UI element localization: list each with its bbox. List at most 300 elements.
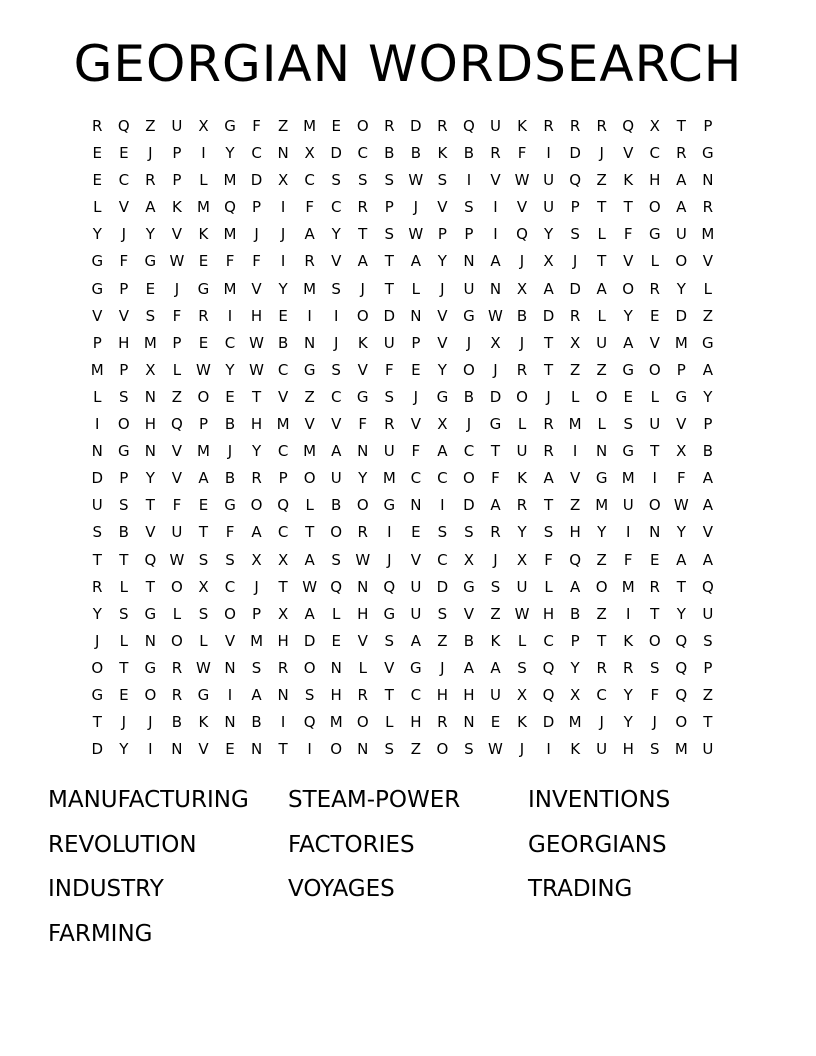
grid-letter[interactable]: A xyxy=(410,252,421,271)
grid-letter[interactable]: P xyxy=(384,198,394,217)
grid-letter[interactable]: P xyxy=(411,333,421,352)
grid-letter[interactable]: L xyxy=(703,279,713,298)
grid-letter[interactable]: L xyxy=(570,387,580,406)
grid-letter[interactable]: Z xyxy=(277,117,289,135)
grid-letter[interactable]: D xyxy=(436,577,449,596)
grid-letter[interactable]: F xyxy=(491,469,500,488)
grid-letter[interactable]: V xyxy=(569,469,581,488)
grid-letter[interactable]: T xyxy=(119,658,129,677)
grid-letter[interactable]: B xyxy=(463,387,475,406)
grid-letter[interactable]: G xyxy=(383,496,396,515)
grid-letter[interactable]: P xyxy=(570,198,580,217)
grid-letter[interactable]: Q xyxy=(542,685,555,704)
grid-letter[interactable]: I xyxy=(625,604,631,623)
grid-letter[interactable]: F xyxy=(225,252,235,271)
grid-letter[interactable]: Q xyxy=(117,117,130,135)
grid-letter[interactable]: N xyxy=(357,442,369,461)
grid-letter[interactable]: N xyxy=(171,740,183,759)
grid-letter[interactable]: O xyxy=(463,360,475,379)
grid-letter[interactable]: F xyxy=(305,198,314,217)
grid-letter[interactable]: U xyxy=(675,225,687,244)
grid-letter[interactable]: A xyxy=(304,225,315,244)
grid-letter[interactable]: H xyxy=(250,306,263,325)
grid-letter[interactable]: O xyxy=(303,469,316,488)
grid-letter[interactable]: V xyxy=(623,144,634,163)
grid-letter[interactable]: C xyxy=(596,685,607,704)
grid-letter[interactable]: A xyxy=(569,577,581,596)
grid-letter[interactable]: L xyxy=(650,387,659,406)
grid-letter[interactable]: R xyxy=(277,658,289,677)
grid-letter[interactable]: V xyxy=(702,252,713,271)
grid-letter[interactable]: W xyxy=(408,171,424,190)
grid-letter[interactable]: P xyxy=(119,279,129,298)
grid-letter[interactable]: O xyxy=(144,685,157,704)
grid-letter[interactable]: A xyxy=(702,496,713,515)
grid-letter[interactable]: O xyxy=(330,740,343,759)
grid-letter[interactable]: W xyxy=(196,360,211,379)
grid-letter[interactable]: J xyxy=(333,333,339,352)
grid-letter[interactable]: H xyxy=(144,415,156,434)
grid-letter[interactable]: W xyxy=(488,306,503,325)
grid-letter[interactable]: V xyxy=(145,523,156,542)
grid-letter[interactable]: W xyxy=(514,604,530,623)
grid-letter[interactable]: R xyxy=(198,306,209,325)
grid-letter[interactable]: B xyxy=(224,469,236,488)
grid-letter[interactable]: A xyxy=(490,252,501,271)
grid-letter[interactable]: R xyxy=(702,198,714,217)
grid-letter[interactable]: M xyxy=(223,279,237,298)
grid-letter[interactable]: N xyxy=(304,333,316,352)
grid-letter[interactable]: I xyxy=(493,198,498,217)
grid-letter[interactable]: L xyxy=(172,604,182,623)
grid-letter[interactable]: O xyxy=(675,252,688,271)
grid-letter[interactable]: V xyxy=(304,415,315,434)
grid-letter[interactable]: S xyxy=(384,631,395,650)
grid-letter[interactable]: O xyxy=(436,740,449,759)
grid-letter[interactable]: I xyxy=(466,171,472,190)
grid-letter[interactable]: T xyxy=(251,387,262,406)
grid-letter[interactable]: E xyxy=(331,117,341,135)
grid-letter[interactable]: R xyxy=(384,117,395,135)
grid-letter[interactable]: S xyxy=(357,171,368,190)
grid-letter[interactable]: K xyxy=(570,740,581,759)
grid-letter[interactable]: H xyxy=(463,685,475,704)
grid-letter[interactable]: V xyxy=(437,333,448,352)
grid-letter[interactable]: C xyxy=(118,171,130,190)
grid-letter[interactable]: Y xyxy=(145,469,155,488)
grid-letter[interactable]: Y xyxy=(225,360,235,379)
grid-letter[interactable]: J xyxy=(254,225,259,244)
grid-letter[interactable]: S xyxy=(517,658,527,677)
grid-letter[interactable]: U xyxy=(410,577,422,596)
grid-letter[interactable]: C xyxy=(277,523,289,542)
grid-letter[interactable]: G xyxy=(622,360,635,379)
grid-letter[interactable]: S xyxy=(623,415,633,434)
grid-letter[interactable]: S xyxy=(649,740,660,759)
grid-letter[interactable]: U xyxy=(171,523,183,542)
grid-letter[interactable]: D xyxy=(542,306,555,325)
grid-letter[interactable]: E xyxy=(92,144,103,163)
grid-letter[interactable]: T xyxy=(278,740,288,759)
grid-letter[interactable]: R xyxy=(543,117,554,135)
grid-letter[interactable]: R xyxy=(357,685,368,704)
grid-letter[interactable]: V xyxy=(410,415,421,434)
grid-letter[interactable]: Q xyxy=(330,577,343,596)
grid-letter[interactable]: O xyxy=(250,496,263,515)
grid-letter[interactable]: W xyxy=(355,550,371,569)
grid-letter[interactable]: T xyxy=(543,360,554,379)
grid-letter[interactable]: Y xyxy=(703,387,713,406)
grid-letter[interactable]: X xyxy=(198,117,209,135)
grid-letter[interactable]: B xyxy=(410,144,421,163)
grid-letter[interactable]: P xyxy=(252,198,262,217)
grid-letter[interactable]: U xyxy=(383,442,395,461)
grid-letter[interactable]: Q xyxy=(144,550,157,569)
grid-letter[interactable]: D xyxy=(250,171,263,190)
grid-letter[interactable]: L xyxy=(358,658,367,677)
grid-letter[interactable]: O xyxy=(648,198,661,217)
grid-letter[interactable]: P xyxy=(172,333,182,352)
grid-letter[interactable]: Z xyxy=(490,604,501,623)
grid-letter[interactable]: O xyxy=(648,496,661,515)
grid-letter[interactable]: A xyxy=(702,360,713,379)
grid-letter[interactable]: M xyxy=(90,360,104,379)
grid-letter[interactable]: S xyxy=(384,387,395,406)
grid-letter[interactable]: V xyxy=(198,740,209,759)
grid-letter[interactable]: A xyxy=(702,469,713,488)
grid-letter[interactable]: D xyxy=(675,306,688,325)
grid-letter[interactable]: S xyxy=(464,198,474,217)
grid-letter[interactable]: G xyxy=(197,279,210,298)
grid-letter[interactable]: S xyxy=(198,604,209,623)
grid-letter[interactable]: O xyxy=(303,658,316,677)
grid-letter[interactable]: A xyxy=(623,333,634,352)
grid-letter[interactable]: C xyxy=(463,442,475,461)
grid-letter[interactable]: G xyxy=(463,306,475,325)
grid-letter[interactable]: V xyxy=(676,415,687,434)
grid-letter[interactable]: A xyxy=(490,658,501,677)
grid-letter[interactable]: X xyxy=(304,144,315,163)
grid-letter[interactable]: G xyxy=(410,658,422,677)
grid-letter[interactable]: R xyxy=(596,117,607,135)
grid-letter[interactable]: B xyxy=(331,496,342,515)
grid-letter[interactable]: V xyxy=(118,306,129,325)
grid-letter[interactable]: G xyxy=(303,360,316,379)
grid-letter[interactable]: A xyxy=(251,523,262,542)
grid-letter[interactable]: O xyxy=(675,713,688,732)
grid-letter[interactable]: X xyxy=(516,685,528,704)
grid-letter[interactable]: E xyxy=(119,144,129,163)
grid-letter[interactable]: R xyxy=(92,117,103,135)
grid-letter[interactable]: I xyxy=(572,442,578,461)
grid-letter[interactable]: F xyxy=(252,252,261,271)
grid-letter[interactable]: E xyxy=(278,306,288,325)
grid-letter[interactable]: Y xyxy=(92,225,102,244)
grid-letter[interactable]: L xyxy=(332,604,341,623)
grid-letter[interactable]: L xyxy=(199,631,208,650)
grid-letter[interactable]: U xyxy=(649,415,661,434)
grid-letter[interactable]: X xyxy=(543,252,554,271)
grid-letter[interactable]: X xyxy=(649,117,660,135)
grid-letter[interactable]: O xyxy=(595,577,608,596)
grid-letter[interactable]: F xyxy=(544,550,553,569)
grid-letter[interactable]: Q xyxy=(516,225,528,244)
grid-letter[interactable]: I xyxy=(440,496,445,515)
grid-letter[interactable]: U xyxy=(463,279,475,298)
grid-letter[interactable]: Z xyxy=(304,387,315,406)
grid-letter[interactable]: J xyxy=(360,279,365,298)
grid-letter[interactable]: I xyxy=(95,415,100,434)
grid-letter[interactable]: A xyxy=(490,496,501,515)
grid-letter[interactable]: X xyxy=(277,171,289,190)
grid-letter[interactable]: G xyxy=(489,415,502,434)
grid-letter[interactable]: M xyxy=(196,198,210,217)
grid-letter[interactable]: Y xyxy=(331,225,341,244)
grid-letter[interactable]: E xyxy=(225,740,235,759)
grid-letter[interactable]: W xyxy=(169,252,185,271)
grid-letter[interactable]: V xyxy=(437,198,448,217)
grid-letter[interactable]: Y xyxy=(145,225,155,244)
grid-letter[interactable]: S xyxy=(225,550,235,569)
grid-letter[interactable]: J xyxy=(519,740,525,759)
grid-letter[interactable]: L xyxy=(517,415,527,434)
grid-letter[interactable]: A xyxy=(463,658,475,677)
grid-letter[interactable]: B xyxy=(463,144,475,163)
grid-letter[interactable]: J xyxy=(572,252,578,271)
grid-letter[interactable]: C xyxy=(543,631,554,650)
grid-letter[interactable]: Z xyxy=(145,117,156,135)
grid-letter[interactable]: E xyxy=(198,496,209,515)
grid-letter[interactable]: E xyxy=(92,171,103,190)
grid-letter[interactable]: T xyxy=(305,523,315,542)
grid-letter[interactable]: V xyxy=(331,415,342,434)
grid-letter[interactable]: T xyxy=(92,713,102,732)
grid-letter[interactable]: S xyxy=(437,171,448,190)
grid-letter[interactable]: N xyxy=(357,740,369,759)
grid-letter[interactable]: C xyxy=(410,685,422,704)
grid-letter[interactable]: V xyxy=(384,658,395,677)
grid-letter[interactable]: P xyxy=(252,604,262,623)
grid-letter[interactable]: J xyxy=(493,550,498,569)
grid-letter[interactable]: W xyxy=(302,577,318,596)
grid-letter[interactable]: W xyxy=(673,496,689,515)
grid-letter[interactable]: V xyxy=(410,550,421,569)
grid-letter[interactable]: L xyxy=(597,225,606,244)
grid-letter[interactable]: G xyxy=(356,387,369,406)
grid-letter[interactable]: P xyxy=(119,360,129,379)
grid-letter[interactable]: R xyxy=(516,360,528,379)
grid-letter[interactable]: S xyxy=(437,604,448,623)
grid-letter[interactable]: E xyxy=(650,306,660,325)
grid-letter[interactable]: P xyxy=(464,225,474,244)
grid-letter[interactable]: A xyxy=(410,631,421,650)
grid-letter[interactable]: V xyxy=(171,442,183,461)
grid-letter[interactable]: K xyxy=(198,225,209,244)
grid-letter[interactable]: I xyxy=(201,144,206,163)
grid-letter[interactable]: G xyxy=(144,658,157,677)
grid-letter[interactable]: Q xyxy=(277,496,289,515)
grid-letter[interactable]: S xyxy=(437,523,448,542)
grid-letter[interactable]: R xyxy=(543,415,554,434)
grid-letter[interactable]: R xyxy=(569,117,581,135)
grid-letter[interactable]: O xyxy=(356,496,369,515)
grid-letter[interactable]: N xyxy=(649,523,661,542)
grid-letter[interactable]: J xyxy=(599,713,604,732)
grid-letter[interactable]: L xyxy=(119,577,128,596)
grid-letter[interactable]: U xyxy=(516,577,528,596)
grid-letter[interactable]: T xyxy=(650,604,660,623)
grid-letter[interactable]: B xyxy=(569,604,581,623)
grid-letter[interactable]: M xyxy=(303,117,317,135)
grid-letter[interactable]: I xyxy=(652,469,657,488)
grid-letter[interactable]: U xyxy=(516,442,528,461)
grid-letter[interactable]: R xyxy=(569,306,581,325)
grid-letter[interactable]: P xyxy=(172,144,182,163)
grid-letter[interactable]: D xyxy=(463,496,475,515)
grid-letter[interactable]: Q xyxy=(675,685,688,704)
grid-letter[interactable]: P xyxy=(570,631,580,650)
grid-letter[interactable]: K xyxy=(198,713,209,732)
grid-letter[interactable]: A xyxy=(251,685,262,704)
grid-letter[interactable]: J xyxy=(440,658,445,677)
grid-letter[interactable]: R xyxy=(437,713,448,732)
grid-letter[interactable]: U xyxy=(383,333,395,352)
grid-letter[interactable]: J xyxy=(519,333,525,352)
grid-letter[interactable]: O xyxy=(356,306,369,325)
grid-letter[interactable]: S xyxy=(703,631,713,650)
grid-letter[interactable]: I xyxy=(625,523,631,542)
grid-letter[interactable]: G xyxy=(622,442,635,461)
grid-letter[interactable]: U xyxy=(543,198,555,217)
grid-letter[interactable]: H xyxy=(250,415,263,434)
grid-letter[interactable]: N xyxy=(357,577,369,596)
grid-letter[interactable]: D xyxy=(330,144,342,163)
grid-letter[interactable]: X xyxy=(569,333,581,352)
grid-letter[interactable]: J xyxy=(121,225,127,244)
grid-letter[interactable]: C xyxy=(410,469,422,488)
grid-letter[interactable]: I xyxy=(546,144,551,163)
grid-letter[interactable]: Z xyxy=(569,360,581,379)
grid-letter[interactable]: T xyxy=(145,577,155,596)
grid-letter[interactable]: J xyxy=(254,577,259,596)
grid-letter[interactable]: I xyxy=(280,713,286,732)
grid-letter[interactable]: J xyxy=(413,387,419,406)
grid-letter[interactable]: U xyxy=(596,740,608,759)
grid-letter[interactable]: X xyxy=(277,604,289,623)
grid-letter[interactable]: V xyxy=(171,469,183,488)
grid-letter[interactable]: N xyxy=(702,171,714,190)
grid-letter[interactable]: S xyxy=(92,523,103,542)
grid-letter[interactable]: O xyxy=(463,469,475,488)
grid-letter[interactable]: G xyxy=(648,225,661,244)
grid-letter[interactable]: M xyxy=(595,496,609,515)
grid-letter[interactable]: S xyxy=(304,685,315,704)
grid-letter[interactable]: T xyxy=(597,198,607,217)
grid-letter[interactable]: R xyxy=(649,279,660,298)
grid-letter[interactable]: O xyxy=(171,577,183,596)
grid-letter[interactable]: D xyxy=(91,469,104,488)
grid-letter[interactable]: R xyxy=(437,117,448,135)
grid-letter[interactable]: Y xyxy=(517,523,527,542)
grid-letter[interactable]: T xyxy=(92,550,102,569)
grid-letter[interactable]: A xyxy=(357,252,368,271)
grid-letter[interactable]: B xyxy=(277,333,289,352)
grid-letter[interactable]: L xyxy=(597,415,606,434)
grid-letter[interactable]: M xyxy=(621,577,635,596)
grid-letter[interactable]: S xyxy=(464,740,474,759)
grid-letter[interactable]: L xyxy=(597,306,606,325)
grid-letter[interactable]: C xyxy=(277,360,289,379)
grid-letter[interactable]: S xyxy=(145,306,156,325)
grid-letter[interactable]: H xyxy=(622,740,634,759)
grid-letter[interactable]: S xyxy=(464,523,474,542)
grid-letter[interactable]: E xyxy=(411,360,421,379)
grid-letter[interactable]: O xyxy=(330,523,343,542)
grid-letter[interactable]: O xyxy=(117,415,130,434)
grid-letter[interactable]: F xyxy=(623,550,633,569)
grid-letter[interactable]: S xyxy=(331,360,341,379)
grid-letter[interactable]: O xyxy=(171,631,183,650)
grid-letter[interactable]: Q xyxy=(463,117,475,135)
grid-letter[interactable]: F xyxy=(676,469,686,488)
grid-letter[interactable]: L xyxy=(93,387,102,406)
grid-letter[interactable]: I xyxy=(227,306,233,325)
grid-letter[interactable]: Q xyxy=(171,415,183,434)
grid-letter[interactable]: L xyxy=(385,713,394,732)
grid-letter[interactable]: A xyxy=(198,469,209,488)
grid-letter[interactable]: J xyxy=(121,713,127,732)
grid-letter[interactable]: Y xyxy=(570,658,580,677)
grid-letter[interactable]: X xyxy=(676,442,687,461)
grid-letter[interactable]: L xyxy=(517,631,527,650)
grid-letter[interactable]: P xyxy=(703,415,713,434)
grid-letter[interactable]: U xyxy=(489,685,501,704)
grid-letter[interactable]: V xyxy=(516,198,528,217)
grid-letter[interactable]: V xyxy=(357,360,368,379)
grid-letter[interactable]: V xyxy=(702,523,713,542)
grid-letter[interactable]: W xyxy=(514,171,530,190)
grid-letter[interactable]: O xyxy=(648,631,661,650)
grid-letter[interactable]: M xyxy=(382,469,396,488)
grid-letter[interactable]: H xyxy=(569,523,581,542)
grid-letter[interactable]: N xyxy=(463,252,475,271)
grid-letter[interactable]: Q xyxy=(675,631,688,650)
grid-letter[interactable]: J xyxy=(280,225,286,244)
grid-letter[interactable]: Y xyxy=(676,279,686,298)
grid-letter[interactable]: I xyxy=(307,306,312,325)
grid-letter[interactable]: P xyxy=(676,360,686,379)
grid-letter[interactable]: U xyxy=(410,604,422,623)
grid-letter[interactable]: M xyxy=(276,415,290,434)
grid-letter[interactable]: Z xyxy=(569,496,581,515)
grid-letter[interactable]: F xyxy=(252,117,261,135)
grid-letter[interactable]: O xyxy=(516,387,528,406)
grid-letter[interactable]: T xyxy=(623,198,633,217)
grid-letter[interactable]: O xyxy=(356,117,369,135)
grid-letter[interactable]: R xyxy=(622,658,634,677)
grid-letter[interactable]: N xyxy=(144,387,156,406)
grid-letter[interactable]: K xyxy=(357,333,368,352)
grid-letter[interactable]: B xyxy=(516,306,528,325)
grid-letter[interactable]: E xyxy=(145,279,156,298)
grid-letter[interactable]: X xyxy=(516,550,528,569)
grid-letter[interactable]: D xyxy=(542,713,555,732)
grid-letter[interactable]: Q xyxy=(622,117,635,135)
grid-letter[interactable]: T xyxy=(198,523,209,542)
grid-letter[interactable]: A xyxy=(676,171,687,190)
grid-letter[interactable]: U xyxy=(702,740,714,759)
grid-letter[interactable]: V xyxy=(171,225,183,244)
